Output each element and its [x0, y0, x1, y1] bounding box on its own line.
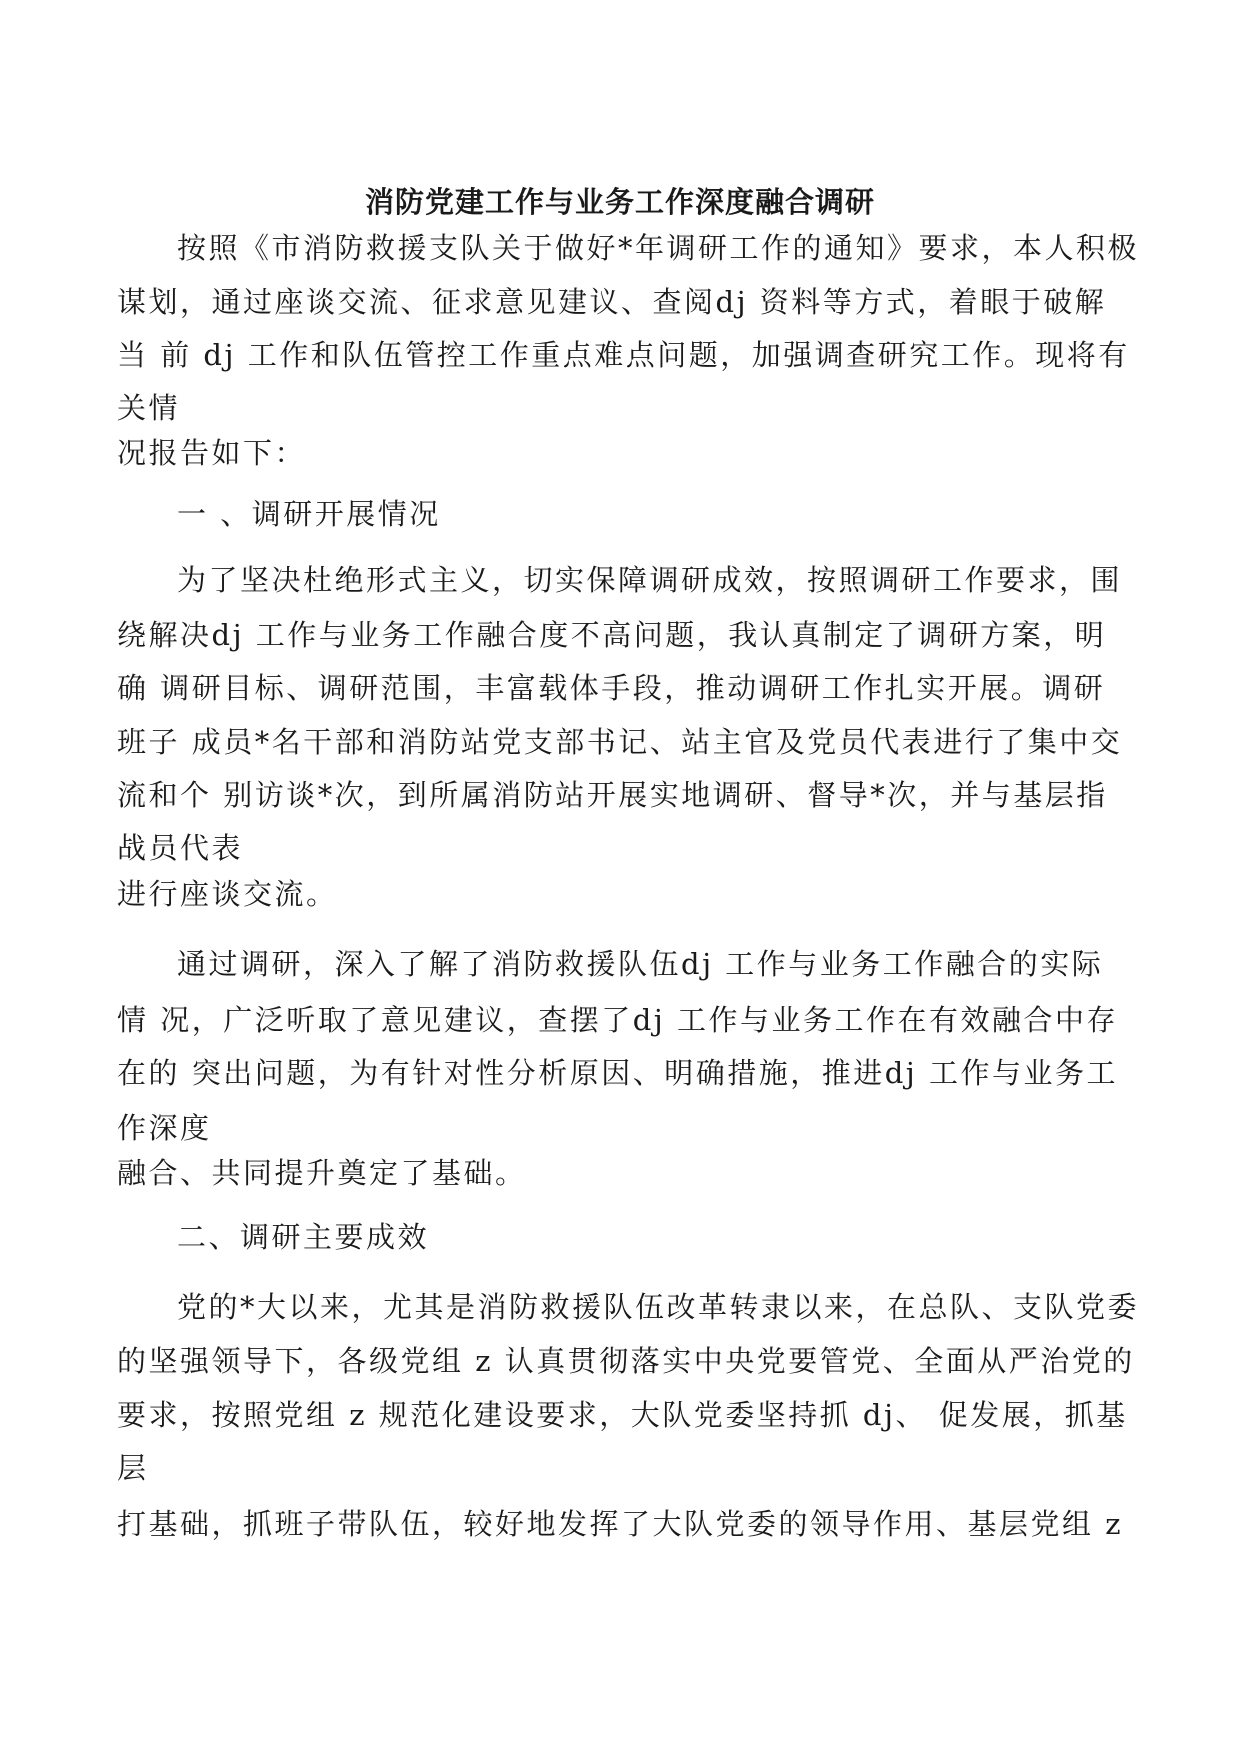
paragraph-line: 作深度	[117, 1111, 212, 1145]
section-heading-2: 二、调研主要成效	[177, 1220, 430, 1254]
document-title: 消防党建工作与业务工作深度融合调研	[364, 185, 875, 219]
paragraph-line: 融合、共同提升奠定了基础。	[117, 1156, 527, 1190]
paragraph-line: 情 况，广泛听取了意见建议，查摆了dj 工作与业务工作在有效融合中存	[117, 1003, 1118, 1037]
paragraph-line: 关情	[117, 391, 181, 425]
paragraph-line: 确 调研目标、调研范围，丰富载体手段，推动调研工作扎实开展。调研	[117, 671, 1106, 705]
paragraph-line: 况报告如下：	[117, 436, 307, 470]
paragraph-line: 的坚强领导下，各级党组 z 认真贯彻落实中央党要管党、全面从严治党的	[117, 1344, 1135, 1378]
paragraph-line: 战员代表	[117, 831, 244, 865]
paragraph-line: 按照《市消防救援支队关于做好*年调研工作的通知》要求，本人积极	[177, 231, 1140, 265]
section-heading-1: 一 、调研开展情况	[177, 497, 441, 531]
paragraph-line: 绕解决dj 工作与业务工作融合度不高问题，我认真制定了调研方案，明	[117, 618, 1107, 652]
paragraph-line: 谋划，通过座谈交流、征求意见建议、查阅dj 资料等方式，着眼于破解	[117, 285, 1107, 319]
paragraph-line: 层	[117, 1451, 149, 1485]
paragraph-line: 为了坚决杜绝形式主义，切实保障调研成效，按照调研工作要求，围	[177, 563, 1123, 597]
paragraph-line: 打基础，抓班子带队伍，较好地发挥了大队党委的领导作用、基层党组 z	[117, 1507, 1123, 1541]
paragraph-line: 要求，按照党组 z 规范化建设要求，大队党委坚持抓 dj、 促发展，抓基	[117, 1398, 1128, 1432]
paragraph-line: 在的 突出问题，为有针对性分析原因、明确措施，推进dj 工作与业务工	[117, 1056, 1118, 1090]
paragraph-line: 流和个 别访谈*次，到所属消防站开展实地调研、督导*次，并与基层指	[117, 778, 1108, 812]
paragraph-line: 班子 成员*名干部和消防站党支部书记、站主官及党员代表进行了集中交	[117, 725, 1123, 759]
paragraph-line: 通过调研，深入了解了消防救援队伍dj 工作与业务工作融合的实际	[177, 947, 1104, 981]
paragraph-line: 党的*大以来，尤其是消防救援队伍改革转隶以来，在总队、支队党委	[177, 1290, 1140, 1324]
paragraph-line: 进行座谈交流。	[117, 877, 338, 911]
paragraph-line: 当 前 dj 工作和队伍管控工作重点难点问题，加强调查研究工作。现将有	[117, 338, 1130, 372]
